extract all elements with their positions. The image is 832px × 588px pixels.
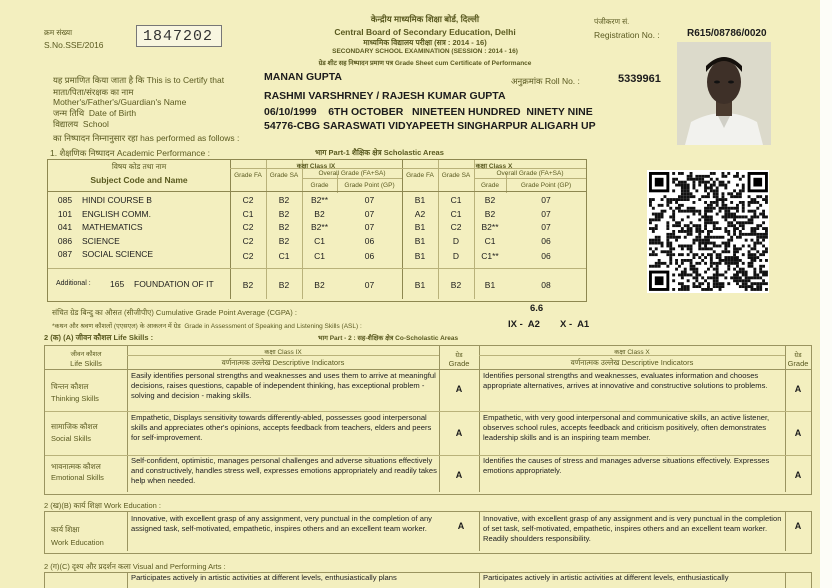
page-edge [820,0,832,588]
x-gp-header: Grade Point (GP) [520,182,572,189]
skill-ix-description: Empathetic, Displays sensitivity towards differently-abled, possesses good interpersonal skills and appreciates other's opinions, accepts feedback from teachers, elders and peers for self-improvement. [131,413,432,442]
exam-name: SECONDARY SCHOOL EXAMINATION (SESSION : 2014 - 16) [332,48,518,55]
certify-label-hindi: यह प्रमाणित किया जाता है कि [53,75,145,85]
student-photo-image [677,42,771,145]
ix-fa: C2 [242,222,254,232]
dob-label-english: Date of Birth [88,108,137,118]
qr-code [647,170,769,293]
subject-name: HINDI COURSE B [82,195,152,205]
x-overall-header: Overall Grade (FA+SA) [496,170,564,177]
roll-label-hindi: अनुक्रमांक [511,76,543,86]
subject-name: ENGLISH COMM. [82,209,151,219]
student-name: MANAN GUPTA [264,71,342,83]
asl-label-english: Grade in Assessment of Speaking and Listening Skills (ASL) : [184,323,362,330]
document-title-hindi: ग्रेड शीट सह निष्पादन प्रमाण पत्र [318,60,394,67]
visual-arts-heading: 2 (ग)(C) दृश्य और प्रदर्शन कला Visual and Performing Arts : [44,562,226,571]
dob-label [53,108,136,119]
ix-grade-sa-header: Grade SA [269,172,299,179]
subject-header-hindi: विषय कोड तथा नाम [111,162,167,171]
school-label-hindi: विद्यालय [53,119,79,129]
part-2-title: भाग Part - 2 : सह-शैक्षिक क्षेत्र Co-Scholastic Areas [318,335,459,342]
ix-overall-header: Overall Grade (FA+SA) [318,170,386,177]
ix-overall-grade: C1 [314,251,325,261]
skill-ix-description: Easily identifies personal strengths and weaknesses and uses them to arrive at meaningful decisions, raises questions, capable of independent thinking, has exceptional problem - solving and decision - making skills. [131,371,436,400]
work-education-heading: 2 (ख)(B) कार्य शिक्षा Work Education : [44,501,162,510]
arts-ix-description: Participates actively in artistic activities at different levels, enthusiastically plans [131,573,397,582]
x-grade-point: 06 [541,236,551,246]
parents-names: RASHMI VARSHRNEY / RAJESH KUMAR GUPTA [264,90,506,102]
skill-x-description: Identifies personal strengths and weaknesses, evaluates information and chooses appropriate alternatives, arrives at innovative and constructive solutions to problems. [483,371,768,390]
certify-label [53,75,224,86]
subject-code: 085 [57,195,73,205]
school-label-english: School [82,119,109,129]
skill-x-grade: A [794,428,802,438]
cgpa-value: 6.6 [530,303,544,314]
work-ix-description: Innovative, with excellent grasp of any assignment, very punctual in the completion of any assigned task, self-motivated, empathetic, inspires others and an excellent team worker. [131,514,432,533]
x-fa: A2 [414,209,426,219]
serial-label: S.No.SSE/2016 [44,40,104,50]
ls-ix-desc-header-english: Descriptive Indicators [272,358,345,367]
scholastic-table [47,159,587,302]
x-fa: B1 [414,280,426,290]
ix-grade-point: 07 [364,195,375,205]
document-title-english: Grade Sheet cum Certificate of Performance [394,60,532,67]
skill-x-grade: A [794,384,802,394]
ix-sa: B2 [278,280,290,290]
skill-ix-grade: A [455,428,463,438]
skill-x-description: Empathetic, with very good interpersonal and communicative skills, an active listener, observes school rules, accepts feedback and criticism positively, often demonstrates leadership skills and is an inspiring team member. [483,413,770,442]
subject-code: 087 [57,249,73,259]
parents-label-hindi: माता/पिता/संरक्षक का नाम [53,87,134,97]
subject-name: SOCIAL SCIENCE [82,249,154,259]
ix-fa: C2 [242,251,254,261]
x-grade-fa-header: Grade FA [406,172,434,179]
class-x-header: कक्षा Class X [475,163,513,170]
asl-label-hindi: *कथन और श्रवण कौशलों (एएसएल) के आकलन में ग्रेड [52,323,181,330]
ls-ix-desc-header [127,358,439,368]
ix-fa: B2 [242,280,254,290]
x-sa: D [452,251,460,261]
skill-name-hindi: सामाजिक कौशल [51,422,98,431]
class-ix-header: कक्षा Class IX [296,163,336,170]
additional-code: 165 [110,279,125,289]
x-sa: D [452,236,460,246]
ls-class-x-header: कक्षा Class X [614,349,650,356]
ix-sa: C1 [278,251,290,261]
work-name: Work Education [51,538,104,547]
exam-name-hindi: माध्यमिक विद्यालय परीक्षा (सत्र : 2014 - 16) [363,38,487,47]
board-name-hindi: केन्द्रीय माध्यमिक शिक्षा बोर्ड, दिल्ली [370,14,480,24]
ls-x-grade-header-hindi: ग्रेड [794,352,802,359]
subject-code: 086 [57,236,73,246]
skill-name: Emotional Skills [51,473,104,482]
ix-overall-grade: B2 [314,280,325,290]
x-grade-header: Grade [480,182,500,189]
life-skills-section-heading: 2 (क) (A) जीवन कौशल Life Skills : [44,333,154,342]
work-ix-grade: A [457,521,465,531]
cgpa-label-hindi: संचित ग्रेड बिन्दु का औसत (सीजीपीए) [52,308,154,317]
x-grade-sa-header: Grade SA [441,172,471,179]
work-education-table [44,511,812,554]
parents-label: Mother's/Father's/Guardian's Name [53,97,187,107]
life-skills-header-hindi: जीवन कौशल [70,351,102,358]
board-name: Central Board of Secondary Education, Delhi [334,27,516,37]
x-grade-point: 07 [541,222,551,232]
ix-grade-point: 07 [364,222,375,232]
ix-overall-grade: C1 [314,236,325,246]
ix-grade-point: 06 [364,251,375,261]
school-name: 54776-CBG SARASWATI VIDYAPEETH SINGHARPUR ALIGARH UP [264,120,596,132]
x-overall-grade: C1 [484,236,496,246]
asl-class-x: X - A1 [560,319,590,330]
asl-label [52,321,362,330]
life-skills-header: Life Skills [70,359,102,368]
ls-ix-grade-header-hindi: ग्रेड [455,352,463,359]
subject-name: MATHEMATICS [82,222,143,232]
cgpa-label-english: Cumulative Grade Point Average (CGPA) : [155,308,297,317]
skill-name-hindi: चिन्तन कौशल [51,382,89,391]
life-skills-table [44,345,812,495]
skill-x-description: Identifies the causes of stress and manages adverse situations effectively. Expresses emotions appropriately. [483,456,770,475]
x-fa: B1 [414,251,426,261]
ls-ix-grade-header: Grade [448,359,470,368]
ix-overall-grade: B2** [310,222,328,232]
serial-label-hindi: क्रम संख्या [44,28,73,37]
x-fa: B1 [414,236,426,246]
ix-sa: B2 [278,236,290,246]
additional-name: FOUNDATION OF IT [134,279,214,289]
dob-label-hindi: जन्म तिथि [53,108,85,118]
certify-label-english: This is to Certify that [146,75,225,85]
academic-performance-heading [50,148,210,159]
x-grade-point: 08 [541,280,551,290]
additional-label: Additional : [56,280,91,287]
skill-ix-grade: A [455,384,463,394]
serial-number: 1847202 [143,28,214,45]
ix-sa: B2 [278,195,290,205]
ix-overall-grade: B2** [310,195,328,205]
ix-grade-fa-header: Grade FA [234,172,262,179]
skill-name: Thinking Skills [51,394,99,403]
ls-x-desc-header-english: Descriptive Indicators [621,358,694,367]
roll-number: 5339961 [618,73,661,85]
performed-label [53,133,239,144]
performed-label-english: has performed as follows : [140,133,240,143]
skill-name-hindi: भावनात्मक कौशल [51,462,101,471]
subject-code: 101 [57,209,73,219]
ix-fa: C1 [242,209,254,219]
x-overall-grade: B2** [481,222,499,232]
ix-grade-point: 07 [364,280,375,290]
x-sa: B2 [450,280,462,290]
x-sa: C1 [450,195,462,205]
qr-code-image [647,170,769,293]
ix-overall-grade: B2 [314,209,325,219]
x-sa: C2 [450,222,462,232]
ls-x-desc-header-hindi: वर्णनात्मक उल्लेख [570,358,620,367]
ix-grade-header: Grade [310,182,329,189]
registration-label-hindi: पंजीकरण सं. [594,17,630,26]
subject-header: Subject Code and Name [90,175,188,185]
work-x-grade: A [794,521,802,531]
document-title [235,58,615,67]
date-of-birth: 06/10/1999 6TH OCTOBER NINETEEN HUNDRED NINETY NINE [264,106,593,118]
work-name-hindi: कार्य शिक्षा [51,525,80,534]
ls-x-desc-header [479,358,785,368]
x-sa: C1 [450,209,462,219]
visual-arts-table [44,572,812,588]
ix-sa: B2 [278,209,290,219]
x-overall-grade: B2 [484,195,496,205]
subject-code: 041 [57,222,73,232]
skill-x-grade: A [794,470,802,480]
section-1-label: Academic Performance : [116,148,210,158]
skill-name: Social Skills [51,434,92,443]
asl-class-ix: IX - A2 [508,319,540,330]
x-grade-point: 07 [541,209,551,219]
x-fa: B1 [414,195,426,205]
x-fa: B1 [414,222,426,232]
ix-fa: C2 [242,236,254,246]
ix-sa: B2 [278,222,290,232]
ix-grade-point: 07 [364,209,375,219]
arts-x-description: Participates actively in artistic activities at different levels, enthusiastically [483,573,729,582]
subject-name: SCIENCE [82,236,120,246]
skill-ix-description: Self-confident, optimistic, manages personal challenges and adverse situations effectively and constructively, handles stress well, expresses emotions appropriately and readily takes help when needed. [131,456,437,485]
skill-ix-grade: A [455,470,463,480]
registration-label: Registration No. : [594,30,660,40]
ix-grade-point: 06 [364,236,375,246]
roll-label-english: Roll No. : [544,76,580,86]
ix-fa: C2 [242,195,254,205]
x-grade-point: 07 [541,195,551,205]
x-grade-point: 06 [541,251,551,261]
student-photo [677,42,771,145]
ix-gp-header: Grade Point (GP) [344,182,395,189]
x-overall-grade: B1 [484,280,496,290]
roll-label [511,76,580,87]
x-overall-grade: C1** [481,251,499,261]
part-1-title: भाग Part-1 शैक्षिक क्षेत्र Scholastic Areas [315,148,444,157]
ls-x-grade-header: Grade [787,359,809,368]
registration-number: R615/08786/0020 [687,28,767,39]
serial-number-box [136,25,222,47]
school-label [53,119,109,130]
ls-class-ix-header: कक्षा Class IX [264,349,302,356]
performed-label-hindi: का निष्पादन निम्नानुसार रहा [53,133,138,143]
section-1-number: 1. [50,148,58,158]
section-1-hindi: शैक्षणिक निष्पादन [59,148,115,158]
ls-ix-desc-header-hindi: वर्णनात्मक उल्लेख [221,358,271,367]
x-overall-grade: B2 [484,209,496,219]
work-x-description: Innovative, with excellent grasp of any assignment and is very punctual in the completion of set task, self-motivated, empathetic, inspires others and an excellent team worker. Readily shoulders responsibility. [483,514,782,543]
cgpa-label [52,308,297,318]
